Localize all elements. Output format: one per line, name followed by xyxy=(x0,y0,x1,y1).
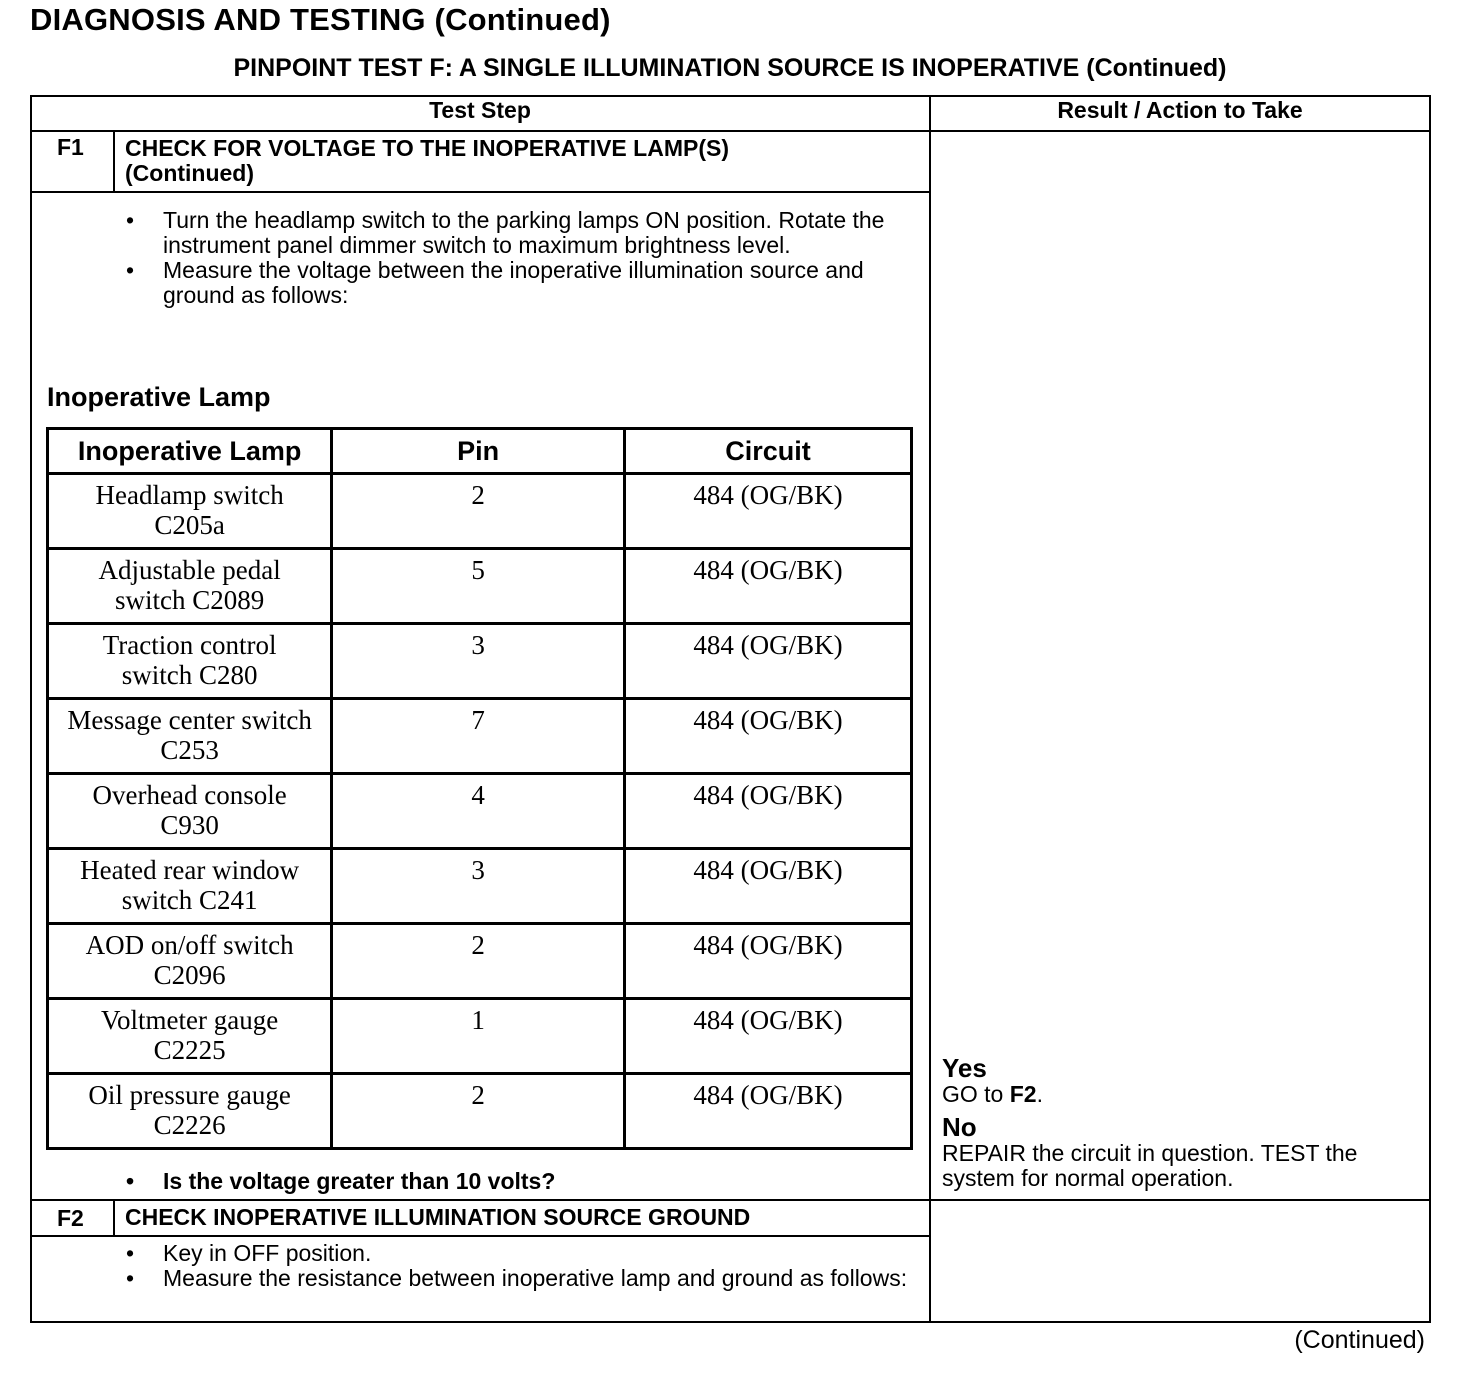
inoperative-lamp-table xyxy=(46,427,913,1150)
step-f1-instructions xyxy=(126,208,916,308)
step-f2-title: CHECK INOPERATIVE ILLUMINATION SOURCE GROUND xyxy=(125,1204,751,1230)
lamp-table-caption: Inoperative Lamp xyxy=(47,382,271,412)
lamp-cell: Oil pressure gauge C2226 xyxy=(48,1074,332,1149)
instruction-item: • Turn the headlamp switch to the parking lamps ON position. Rotate the instrument panel dimmer switch to maximum brightness level. xyxy=(126,208,916,258)
lamp-column-header: Inoperative Lamp xyxy=(48,429,332,474)
table-row xyxy=(48,624,912,699)
result-yes-label: Yes xyxy=(942,1053,987,1083)
pin-cell: 2 xyxy=(332,924,625,999)
f1-title-divider xyxy=(30,191,930,193)
instruction-item: • Key in OFF position. xyxy=(126,1241,916,1266)
f1-id-divider xyxy=(113,131,115,192)
instruction-item: • Measure the resistance between inoperative lamp and ground as follows: xyxy=(126,1266,916,1291)
table-row xyxy=(48,849,912,924)
circuit-cell: 484 (OG/BK) xyxy=(624,624,911,699)
result-no-label: No xyxy=(942,1112,977,1142)
lamp-cell: Traction control switch C280 xyxy=(48,624,332,699)
step-f1-title: CHECK FOR VOLTAGE TO THE INOPERATIVE LAMP(S) (Continued) xyxy=(125,135,729,186)
continued-footer: (Continued) xyxy=(1294,1326,1425,1354)
f2-title-divider xyxy=(30,1235,930,1237)
lamp-cell: Heated rear window switch C241 xyxy=(48,849,332,924)
pin-cell: 2 xyxy=(332,1074,625,1149)
instruction-item: • Measure the voltage between the inoperative illumination source and ground as follows: xyxy=(126,258,916,308)
circuit-cell: 484 (OG/BK) xyxy=(624,699,911,774)
lamp-cell: Headlamp switch C205a xyxy=(48,474,332,549)
pinpoint-test-subtitle: PINPOINT TEST F: A SINGLE ILLUMINATION SOURCE IS INOPERATIVE (Continued) xyxy=(233,54,1227,82)
table-row xyxy=(48,1074,912,1149)
table-row xyxy=(48,474,912,549)
pin-cell: 3 xyxy=(332,849,625,924)
circuit-cell: 484 (OG/BK) xyxy=(624,1074,911,1149)
goto-f2-reference: F2 xyxy=(1009,1081,1037,1107)
test-step-header: Test Step xyxy=(429,97,531,123)
lamp-cell: Message center switch C253 xyxy=(48,699,332,774)
table-row xyxy=(48,549,912,624)
lamp-cell: Adjustable pedal switch C2089 xyxy=(48,549,332,624)
lamp-cell: Voltmeter gauge C2225 xyxy=(48,999,332,1074)
step-divider xyxy=(30,1199,1431,1201)
circuit-cell: 484 (OG/BK) xyxy=(624,999,911,1074)
result-no-action: REPAIR the circuit in question. TEST the system for normal operation. xyxy=(942,1140,1358,1191)
table-row xyxy=(48,699,912,774)
table-row xyxy=(48,999,912,1074)
header-row-divider xyxy=(30,130,1431,132)
circuit-cell: 484 (OG/BK) xyxy=(624,924,911,999)
f2-id-divider xyxy=(113,1200,115,1236)
circuit-cell: 484 (OG/BK) xyxy=(624,849,911,924)
step-f1-question xyxy=(126,1169,916,1194)
step-f1-result xyxy=(942,1054,1422,1197)
page-title: DIAGNOSIS AND TESTING (Continued) xyxy=(30,2,611,37)
circuit-cell: 484 (OG/BK) xyxy=(624,549,911,624)
lamp-cell: AOD on/off switch C2096 xyxy=(48,924,332,999)
step-f1-id: F1 xyxy=(57,134,84,160)
result-action-header: Result / Action to Take xyxy=(1057,97,1303,123)
table-row xyxy=(48,924,912,999)
circuit-cell: 484 (OG/BK) xyxy=(624,474,911,549)
column-divider xyxy=(929,95,931,1323)
circuit-column-header: Circuit xyxy=(624,429,911,474)
pin-cell: 5 xyxy=(332,549,625,624)
circuit-cell: 484 (OG/BK) xyxy=(624,774,911,849)
pin-cell: 7 xyxy=(332,699,625,774)
lamp-cell: Overhead console C930 xyxy=(48,774,332,849)
table-row xyxy=(48,774,912,849)
result-yes-action: GO to F2. xyxy=(942,1081,1043,1107)
pin-cell: 2 xyxy=(332,474,625,549)
step-f2-instructions xyxy=(126,1241,916,1291)
pin-cell: 3 xyxy=(332,624,625,699)
voltage-question: • Is the voltage greater than 10 volts? xyxy=(126,1169,916,1194)
pin-cell: 1 xyxy=(332,999,625,1074)
pin-cell: 4 xyxy=(332,774,625,849)
pin-column-header: Pin xyxy=(332,429,625,474)
step-f2-id: F2 xyxy=(57,1205,84,1231)
